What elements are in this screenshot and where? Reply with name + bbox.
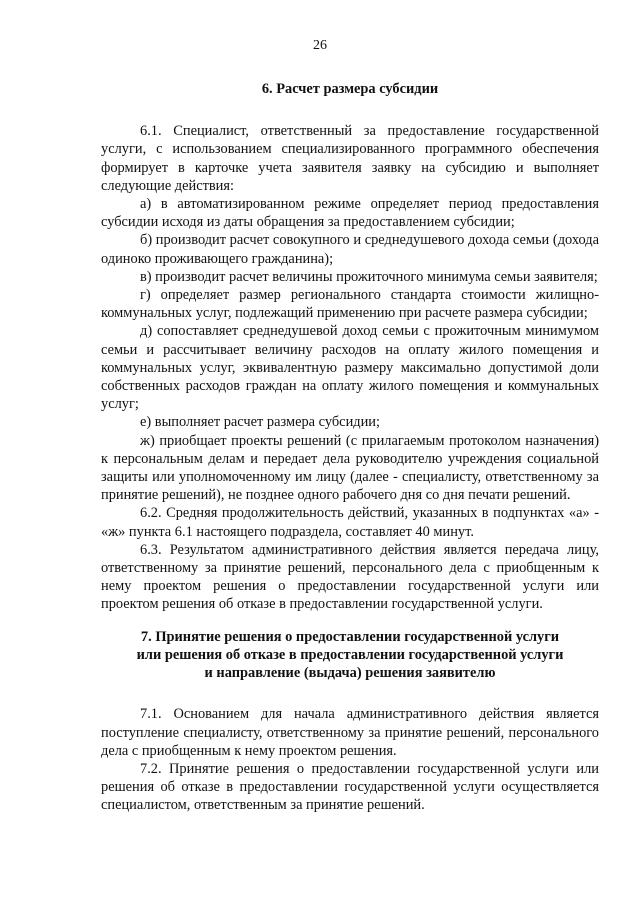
section-7-title-line-2: или решения об отказе в предоставлении государственной услуги [136,646,564,663]
paragraph-7-2: 7.2. Принятие решения о предоставлении государственной услуги или решения об отказе в предоставлении государственной услуги осуществляется специалистом, ответственным за принятие решений. [101,760,599,814]
item-e: е) выполняет расчет размера субсидии; [140,414,380,431]
section-6-title: 6. Расчет размера субсидии [261,81,439,97]
item-d: д) сопоставляет среднедушевой доход семьи с прожиточным минимумом семьи и рассчитывает величину расходов на оплату жилого помещения и коммунальных услуг, эквивалентную размеру максимально допустимой доли собственных расходов граждан на оплату жилого помещения и коммунальных услуг; [101,323,599,413]
item-b: б) производит расчет совокупного и среднедушевого дохода семьи (дохода одиноко проживающего гражданина); [101,232,599,267]
item-a: а) в автоматизированном режиме определяет период предоставления субсидии исходя из даты обращения за предоставлением субсидии; [101,196,599,231]
section-7-title-line-3: и направление (выдача) решения заявителю [204,665,496,682]
paragraph-6-2: 6.2. Средняя продолжительность действий, указанных в подпунктах «а» - «ж» пункта 6.1 настоящего подраздела, составляет 40 минут. [101,505,599,540]
item-zh: ж) приобщает проекты решений (с прилагаемым протоколом назначения) к персональным делам и передает дела руководителю учреждения социальной защиты или уполномоченному им лицу (далее - специалисту, ответственному за принятие решений), не позднее одного рабочего дня со дня печати решений. [101,432,599,504]
page-number: 26 [313,38,327,53]
paragraph-6-3: 6.3. Результатом административного действия является передача лицу, ответственному за принятие решений, персонального дела с приобщенным к нему проектом решения о предоставлении государственной услуги или проектом решения об отказе в предоставлении государственной услуги. [101,541,599,613]
paragraph-7-1: 7.1. Основанием для начала административного действия является поступление специалисту, ответственному за принятие решений, персонального дела с приобщенным к нему проектом решения. [101,706,599,759]
section-7-title [101,628,599,683]
item-g: г) определяет размер регионального стандарта стоимости жилищно-коммунальных услуг, подлежащий применению при расчете размера субсидии; [101,287,599,322]
paragraph-6-1: 6.1. Специалист, ответственный за предоставление государственной услуги, с использованием специализированного программного обеспечения формирует в карточке учета заявителя заявку на субсидию и выполняет следующие действия: [101,123,599,194]
section-7-title-line-1: 7. Принятие решения о предоставлении государственной услуги [140,628,560,645]
item-v: в) производит расчет величины прожиточного минимума семьи заявителя; [140,268,598,285]
page-content [101,80,599,815]
